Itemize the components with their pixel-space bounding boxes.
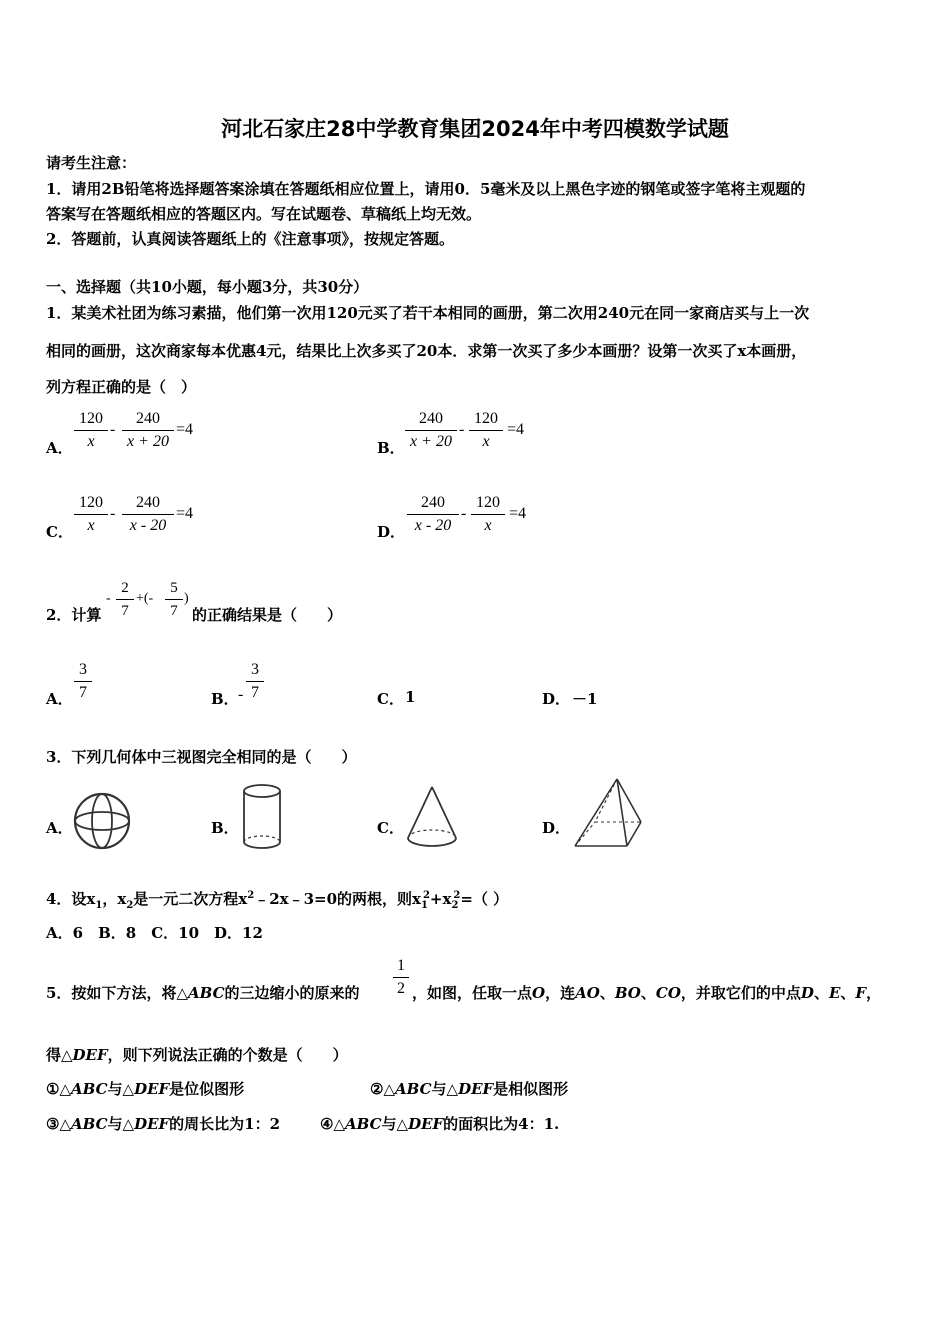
fraction: $\frac{240}{x - 20}$	[122, 492, 174, 537]
q3-text: 3．下列几何体中三视图完全相同的是（ ）	[46, 748, 357, 766]
fraction: $\frac{240}{x + 20}$	[405, 408, 457, 453]
notice-line-3: 2．答题前，认真阅读答题纸上的《注意事项》，按规定答题。	[46, 230, 454, 248]
q1-line-3: 列方程正确的是（ ）	[46, 378, 197, 396]
fraction: $\frac{240}{x - 20}$	[407, 492, 459, 537]
q4-text: 4．设$x_1$，$x_2$是一元二次方程$x^2﹣2x﹣3=0$的两根，则$x_1^2+x_2^2=$（ ）	[46, 890, 509, 911]
operator: -	[110, 505, 116, 522]
fraction: $\frac{3}{7}$	[74, 659, 92, 704]
notice-line-2: 答案写在答题纸相应的答题区内。写在试题卷、草稿纸上均无效。	[46, 205, 482, 223]
negative-sign: -	[238, 686, 244, 703]
pyramid-icon	[571, 776, 645, 852]
option-label: C．	[377, 690, 404, 708]
q5-statement-2: ②△ABC与△DEF是相似图形	[370, 1080, 569, 1098]
q2-prefix: 2．计算	[46, 606, 102, 624]
q2-close-paren: )	[184, 591, 189, 606]
q2-fraction-1: $\frac{2}{7}$	[116, 577, 134, 622]
fraction: $\frac{120}{x}$	[469, 408, 503, 453]
option-label: D．	[542, 690, 571, 708]
page-title: 河北石家庄28中学教育集团2024年中考四模数学试题	[221, 117, 729, 141]
q4-options[interactable]: A．6 B．8 C．10 D．12	[46, 924, 263, 942]
option-label: D．	[377, 523, 406, 541]
q2-suffix: 的正确结果是（ ）	[192, 606, 343, 624]
option-label: A．	[46, 690, 73, 708]
option-label: D．	[542, 819, 571, 837]
fraction: $\frac{240}{x + 20}$	[122, 408, 174, 453]
option-label: A．	[46, 819, 73, 837]
equals: =4	[176, 421, 194, 438]
section-heading: 一、选择题（共10小题，每小题3分，共30分）	[46, 278, 369, 296]
equals: =4	[176, 505, 194, 522]
cone-icon	[404, 784, 460, 850]
q5-statement-3: ③△ABC与△DEF的周长比为1：2	[46, 1115, 281, 1133]
equals: =4	[507, 421, 525, 438]
q5-line-1b: ，如图，任取一点O，连AO、BO、CO，并取它们的中点D、E、F，	[412, 984, 882, 1002]
q5-line-1a: 5．按如下方法，将△ABC的三边缩小的原来的	[46, 984, 360, 1002]
q5-line-2: 得△DEF，则下列说法正确的个数是（ ）	[46, 1046, 348, 1064]
option-label: A．	[46, 439, 73, 457]
q1-line-1: 1．某美术社团为练习素描，他们第一次用120元买了若干本相同的画册，第二次用240元在同一家商店买与上一次	[46, 304, 810, 322]
option-label: B．	[377, 439, 405, 457]
q1-line-2: 相同的画册，这次商家每本优惠4元，结果比上次多买了20本．求第一次买了多少本画册？设第一次买了x本画册，	[46, 342, 807, 360]
operator: -	[461, 505, 467, 522]
notice-line-1: 1．请用2B铅笔将选择题答案涂填在答题纸相应位置上，请用0．5毫米及以上黑色字迹的钢笔或签字笔将主观题的	[46, 180, 806, 198]
option-label: C．	[46, 523, 73, 541]
notice-heading: 请考生注意：	[46, 154, 137, 172]
q2-negative-sign: -	[106, 591, 111, 606]
q5-statement-1: ①△ABC与△DEF是位似图形	[46, 1080, 245, 1098]
option-label: B．	[211, 819, 239, 837]
option-value: 1	[405, 688, 416, 706]
fraction: $\frac{120}{x}$	[74, 408, 108, 453]
q2-plus-paren: +(-	[136, 591, 154, 606]
option-label: C．	[377, 819, 404, 837]
q5-fraction: $\frac{1}{2}$	[393, 955, 409, 1000]
equals: =4	[509, 505, 527, 522]
operator: -	[110, 421, 116, 438]
q5-statement-4: ④△ABC与△DEF的面积比为4：1.	[320, 1115, 560, 1133]
sphere-icon	[72, 790, 132, 852]
q2-fraction-2: $\frac{5}{7}$	[165, 577, 183, 622]
fraction: $\frac{120}{x}$	[74, 492, 108, 537]
cylinder-icon	[240, 782, 284, 852]
option-label: B．	[211, 690, 239, 708]
operator: -	[459, 421, 465, 438]
fraction: $\frac{120}{x}$	[471, 492, 505, 537]
fraction: $\frac{3}{7}$	[246, 659, 264, 704]
option-value: －1	[572, 690, 598, 708]
